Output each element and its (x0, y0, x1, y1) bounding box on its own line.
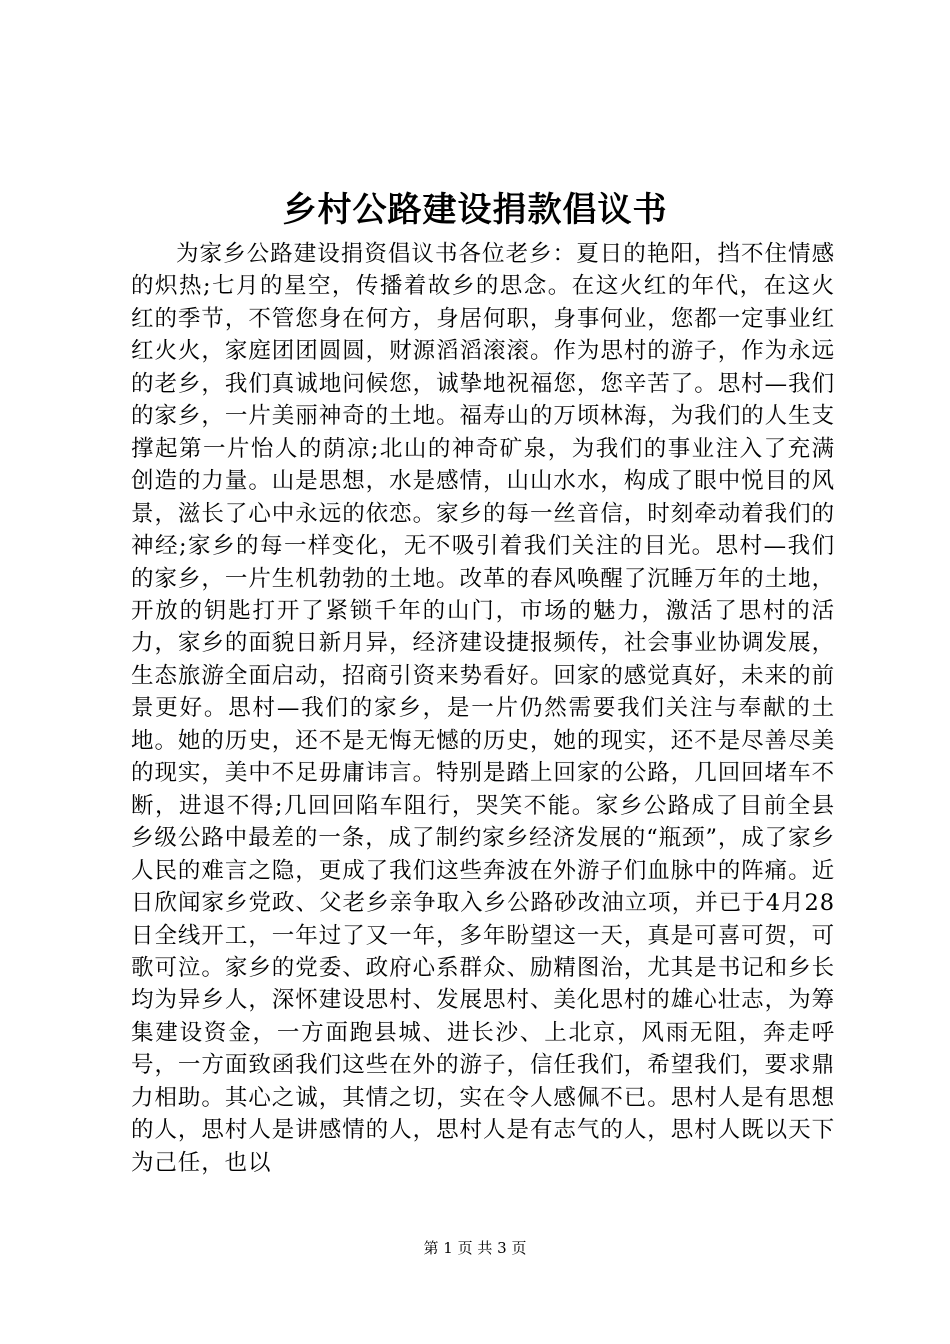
document-body: 为家乡公路建设捐资倡议书各位老乡：夏日的艳阳，挡不住情感的炽热;七月的星空，传播着故乡的思念。在这火红的年代，在这火红的季节，不管您身在何方，身居何职，身事何业，您都一定事业红红火火，家庭团团圆圆，财源滔滔滚滚。作为思村的游子，作为永远的老乡，我们真诚地问候您，诚挚地祝福您，您辛苦了。思村—我们的家乡，一片美丽神奇的土地。福寿山的万顷林海，为我们的人生支撑起第一片怡人的荫凉;北山的神奇矿泉，为我们的事业注入了充满创造的力量。山是思想，水是感情，山山水水，构成了眼中悦目的风景，滋长了心中永远的依恋。家乡的每一丝音信，时刻牵动着我们的神经;家乡的每一样变化，无不吸引着我们关注的目光。思村—我们的家乡，一片生机勃勃的土地。改革的春风唤醒了沉睡万年的土地，开放的钥匙打开了紧锁千年的山门，市场的魅力，激活了思村的活力，家乡的面貌日新月异，经济建设捷报频传，社会事业协调发展，生态旅游全面启动，招商引资来势看好。回家的感觉真好，未来的前景更好。思村—我们的家乡，是一片仍然需要我们关注与奉献的土地。她的历史，还不是无悔无憾的历史，她的现实，还不是尽善尽美的现实，美中不足毋庸讳言。特别是踏上回家的公路，几回回堵车不断，进退不得;几回回陷车阻行，哭笑不能。家乡公路成了目前全县乡级公路中最差的一条，成了制约家乡经济发展的“瓶颈”，成了家乡人民的难言之隐，更成了我们这些奔波在外游子们血脉中的阵痛。近日欣闻家乡党政、父老乡亲争取入乡公路砂改油立项，并已于4月28日全线开工，一年过了又一年，多年盼望这一天，真是可喜可贺，可歌可泣。家乡的党委、政府心系群众、励精图治，尤其是书记和乡长均为异乡人，深怀建设思村、发展思村、美化思村的雄心壮志，为筹集建设资金，一方面跑县城、进长沙、上北京，风雨无阻，奔走呼号，一方面致函我们这些在外的游子，信任我们，希望我们，要求鼎力相助。其心之诚，其情之切，实在令人感佩不已。思村人是有思想的人，思村人是讲感情的人，思村人是有志气的人，思村人既以天下为己任，也以 (131, 241, 835, 1176)
page-footer: 第 1 页 共 3 页 (423, 1239, 527, 1257)
document-title: 乡村公路建设捐款倡议书 (282, 190, 668, 230)
